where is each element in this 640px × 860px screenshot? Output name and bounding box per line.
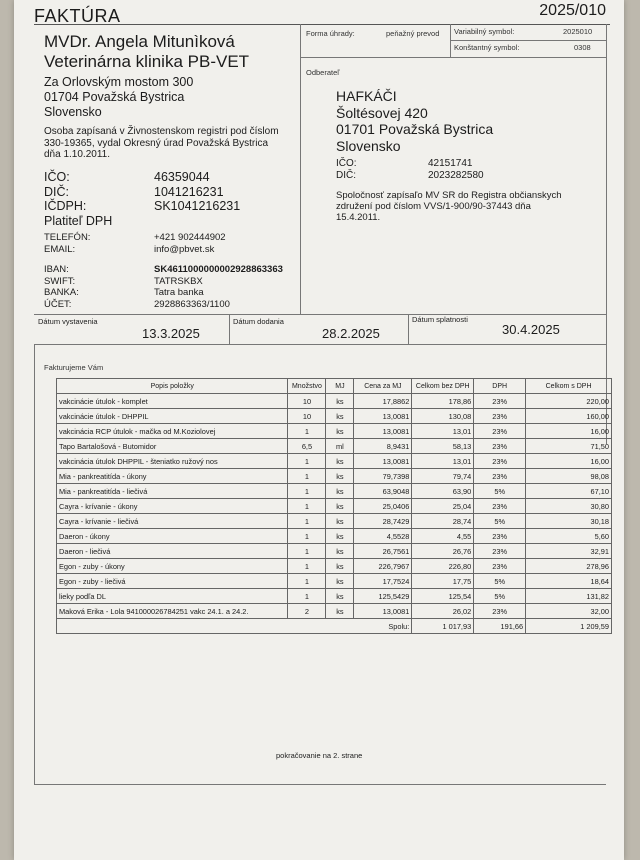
variable-symbol-label: Variabilný symbol: — [454, 27, 515, 36]
item-unit: ks — [326, 559, 354, 574]
item-description: Egon - zuby - úkony — [57, 559, 288, 574]
supplier-bank-name: Tatra banka — [154, 287, 204, 298]
customer-registration: Spoločnosť zapísaľo MV SR do Registra občianskych združení pod číslom VVS/1-900/90-37443 dňa 15.4.2011. — [336, 190, 562, 223]
customer-ids: IČO: 42151741 DIČ: 2023282580 — [336, 158, 484, 181]
issued-date-label: Dátum vystavenia — [38, 317, 98, 326]
item-total-gross: 278,96 — [526, 559, 612, 574]
item-unit-price: 26,7561 — [354, 544, 412, 559]
item-description: Mia - pankreatitída - liečivá — [57, 484, 288, 499]
item-description: Cayra - krívanie - úkony — [57, 499, 288, 514]
table-total-row — [57, 619, 612, 634]
item-unit: ks — [326, 604, 354, 619]
customer-address: HAFKÁČI Šoltésovej 420 01701 Považská Bystrica Slovensko — [336, 88, 494, 154]
item-quantity: 1 — [288, 529, 326, 544]
item-vat: 5% — [474, 514, 526, 529]
divider-vertical — [300, 24, 301, 314]
payment-box-mid — [450, 40, 606, 41]
item-total-gross: 30,80 — [526, 499, 612, 514]
table-row — [57, 439, 612, 454]
item-unit-price: 125,5429 — [354, 589, 412, 604]
item-vat: 23% — [474, 499, 526, 514]
table-header-row — [57, 379, 612, 394]
item-description: lieky podľa DL — [57, 589, 288, 604]
item-quantity: 1 — [288, 454, 326, 469]
dates-top — [34, 314, 606, 315]
issued-date: 13.3.2025 — [142, 326, 200, 341]
item-unit-price: 25,0406 — [354, 499, 412, 514]
item-unit-price: 17,7524 — [354, 574, 412, 589]
item-unit: ks — [326, 484, 354, 499]
table-row — [57, 454, 612, 469]
item-description: Maková Erika - Lola 941000026784251 vakc 24.1. a 24.2. — [57, 604, 288, 619]
col-description: Popis položky — [57, 379, 288, 394]
variable-symbol-value: 2025010 — [563, 27, 593, 36]
supplier-swift: TATRSKBX — [154, 275, 203, 287]
item-vat: 23% — [474, 559, 526, 574]
col-quantity: Množstvo — [288, 379, 326, 394]
document-number: 2025/010 — [539, 2, 606, 19]
item-total-net: 4,55 — [412, 529, 474, 544]
payment-form-value: peňažný prevod — [386, 29, 440, 38]
customer-name: HAFKÁČI — [336, 88, 397, 104]
items-table — [56, 378, 612, 634]
item-description: vakcinácia útulok DHPPIL - šteniatko ružový nos — [57, 454, 288, 469]
customer-ico: 42151741 — [428, 158, 473, 169]
item-total-net: 28,74 — [412, 514, 474, 529]
vat-payer: Platiteľ DPH — [44, 213, 113, 228]
table-row — [57, 484, 612, 499]
item-quantity: 1 — [288, 559, 326, 574]
table-row — [57, 469, 612, 484]
item-quantity: 10 — [288, 394, 326, 409]
continuation-note: pokračovanie na 2. strane — [276, 751, 363, 760]
item-unit: ml — [326, 439, 354, 454]
customer-label: Odberateľ — [306, 68, 340, 77]
item-unit: ks — [326, 424, 354, 439]
item-unit-price: 17,8862 — [354, 394, 412, 409]
item-quantity: 2 — [288, 604, 326, 619]
item-description: Mia - pankreatitída - úkony — [57, 469, 288, 484]
table-row — [57, 574, 612, 589]
item-total-net: 26,02 — [412, 604, 474, 619]
due-date: 30.4.2025 — [502, 322, 560, 337]
payment-form-label: Forma úhrady: — [306, 29, 355, 38]
dates-bottom — [34, 344, 606, 345]
total-vat: 191,66 — [474, 619, 526, 634]
document-title: FAKTÚRA — [34, 6, 121, 26]
table-row — [57, 529, 612, 544]
item-total-gross: 32,91 — [526, 544, 612, 559]
item-total-gross: 5,60 — [526, 529, 612, 544]
total-label: Spolu: — [57, 619, 412, 634]
item-vat: 23% — [474, 604, 526, 619]
item-unit: ks — [326, 394, 354, 409]
item-quantity: 1 — [288, 499, 326, 514]
item-unit: ks — [326, 529, 354, 544]
item-unit: ks — [326, 409, 354, 424]
item-description: Tapo Bartalošová - Butomidor — [57, 439, 288, 454]
item-description: Cayra - krívanie - liečivá — [57, 514, 288, 529]
item-unit: ks — [326, 469, 354, 484]
col-unit-price: Cena za MJ — [354, 379, 412, 394]
item-quantity: 1 — [288, 484, 326, 499]
item-unit-price: 226,7967 — [354, 559, 412, 574]
item-vat: 5% — [474, 484, 526, 499]
supplier-ico: 46359044 — [154, 170, 210, 184]
item-description: Daeron - liečivá — [57, 544, 288, 559]
item-quantity: 6,5 — [288, 439, 326, 454]
item-unit-price: 28,7429 — [354, 514, 412, 529]
supplier-registration: Osoba zapísaná v Živnostenskom registri pod číslom 330-19365, vydal Okresný úrad Považská Bystrica dňa 1.10.2011. — [44, 126, 279, 160]
col-total-net: Celkom bez DPH — [412, 379, 474, 394]
payment-box-bottom — [300, 57, 606, 58]
item-total-net: 26,76 — [412, 544, 474, 559]
item-total-gross: 16,00 — [526, 454, 612, 469]
frame-bottom — [34, 784, 606, 785]
item-total-net: 17,75 — [412, 574, 474, 589]
delivery-date: 28.2.2025 — [322, 326, 380, 341]
item-vat: 23% — [474, 544, 526, 559]
item-unit-price: 13,0081 — [354, 424, 412, 439]
dates-divider-2 — [408, 314, 409, 344]
item-vat: 23% — [474, 529, 526, 544]
table-row — [57, 604, 612, 619]
item-vat: 23% — [474, 469, 526, 484]
table-row — [57, 544, 612, 559]
item-total-net: 130,08 — [412, 409, 474, 424]
item-total-gross: 18,64 — [526, 574, 612, 589]
item-description: Egon - zuby - liečivá — [57, 574, 288, 589]
supplier-account: 2928863363/1100 — [154, 298, 230, 310]
item-unit: ks — [326, 514, 354, 529]
supplier-icdph: SK1041216231 — [154, 199, 241, 213]
supplier-iban: SK4611000000002928863363 — [154, 264, 283, 275]
item-unit: ks — [326, 499, 354, 514]
table-row — [57, 514, 612, 529]
item-total-net: 79,74 — [412, 469, 474, 484]
table-row — [57, 559, 612, 574]
table-row — [57, 394, 612, 409]
header-rule — [34, 24, 610, 25]
supplier-address: Za Orlovským mostom 300 01704 Považská Bystrica Slovensko — [44, 75, 194, 119]
item-description: vakcinácie útulok - DHPPIL — [57, 409, 288, 424]
item-vat: 23% — [474, 394, 526, 409]
item-total-net: 63,90 — [412, 484, 474, 499]
item-total-gross: 220,00 — [526, 394, 612, 409]
item-vat: 23% — [474, 409, 526, 424]
items-intro: Fakturujeme Vám — [44, 363, 104, 372]
item-vat: 5% — [474, 574, 526, 589]
col-unit: MJ — [326, 379, 354, 394]
item-total-gross: 30,18 — [526, 514, 612, 529]
item-description: vakcinácie útulok - komplet — [57, 394, 288, 409]
item-vat: 23% — [474, 424, 526, 439]
item-unit-price: 4,5528 — [354, 529, 412, 544]
item-unit-price: 13,0081 — [354, 409, 412, 424]
item-total-net: 13,01 — [412, 454, 474, 469]
total-net: 1 017,93 — [412, 619, 474, 634]
item-vat: 5% — [474, 589, 526, 604]
item-unit-price: 13,0081 — [354, 604, 412, 619]
constant-symbol-label: Konštantný symbol: — [454, 43, 520, 52]
item-vat: 23% — [474, 439, 526, 454]
item-total-gross: 160,00 — [526, 409, 612, 424]
table-row — [57, 424, 612, 439]
item-total-gross: 16,00 — [526, 424, 612, 439]
dates-divider-1 — [229, 314, 230, 344]
item-quantity: 1 — [288, 514, 326, 529]
item-total-gross: 67,10 — [526, 484, 612, 499]
item-unit: ks — [326, 574, 354, 589]
customer-dic: 2023282580 — [428, 170, 484, 181]
item-unit-price: 63,9048 — [354, 484, 412, 499]
constant-symbol-value: 0308 — [574, 43, 591, 52]
delivery-date-label: Dátum dodania — [233, 317, 284, 326]
supplier-email: info@pbvet.sk — [154, 243, 215, 255]
supplier-name: MVDr. Angela Mitunìková Veterinárna klinika PB-VET — [44, 32, 250, 71]
frame-left — [34, 344, 35, 784]
total-gross: 1 209,59 — [526, 619, 612, 634]
item-unit: ks — [326, 544, 354, 559]
supplier-bank: IBAN: SK4611000000002928863363 SWIFT: TATRSKBX BANKA: Tatra banka ÚČET: 2928863363/1100 — [44, 264, 283, 310]
item-description: vakcinácia RCP útulok - mačka od M.Koziolovej — [57, 424, 288, 439]
item-total-gross: 32,00 — [526, 604, 612, 619]
item-vat: 23% — [474, 454, 526, 469]
invoice-sheet — [14, 0, 624, 860]
due-date-label: Dátum splatnosti — [412, 315, 468, 324]
col-vat: DPH — [474, 379, 526, 394]
item-unit: ks — [326, 454, 354, 469]
item-description: Daeron - úkony — [57, 529, 288, 544]
table-row — [57, 409, 612, 424]
item-quantity: 1 — [288, 544, 326, 559]
item-total-gross: 131,82 — [526, 589, 612, 604]
item-total-net: 58,13 — [412, 439, 474, 454]
col-total-gross: Celkom s DPH — [526, 379, 612, 394]
item-unit-price: 79,7398 — [354, 469, 412, 484]
item-unit-price: 8,9431 — [354, 439, 412, 454]
item-quantity: 10 — [288, 409, 326, 424]
table-row — [57, 499, 612, 514]
item-total-net: 226,80 — [412, 559, 474, 574]
item-unit-price: 13,0081 — [354, 454, 412, 469]
item-total-net: 25,04 — [412, 499, 474, 514]
item-unit: ks — [326, 589, 354, 604]
item-total-net: 125,54 — [412, 589, 474, 604]
item-total-net: 13,01 — [412, 424, 474, 439]
item-total-gross: 71,50 — [526, 439, 612, 454]
table-row — [57, 589, 612, 604]
item-total-net: 178,86 — [412, 394, 474, 409]
supplier-dic: 1041216231 — [154, 184, 224, 199]
item-quantity: 1 — [288, 424, 326, 439]
supplier-ids: IČO: 46359044 DIČ: 1041216231 IČDPH: SK1041216231 Platiteľ DPH — [44, 170, 241, 228]
item-quantity: 1 — [288, 469, 326, 484]
item-quantity: 1 — [288, 589, 326, 604]
supplier-contact: TELEFÓN: +421 902444902 EMAIL: info@pbvet.sk — [44, 232, 226, 255]
item-quantity: 1 — [288, 574, 326, 589]
supplier-phone: +421 902444902 — [154, 232, 226, 243]
item-total-gross: 98,08 — [526, 469, 612, 484]
